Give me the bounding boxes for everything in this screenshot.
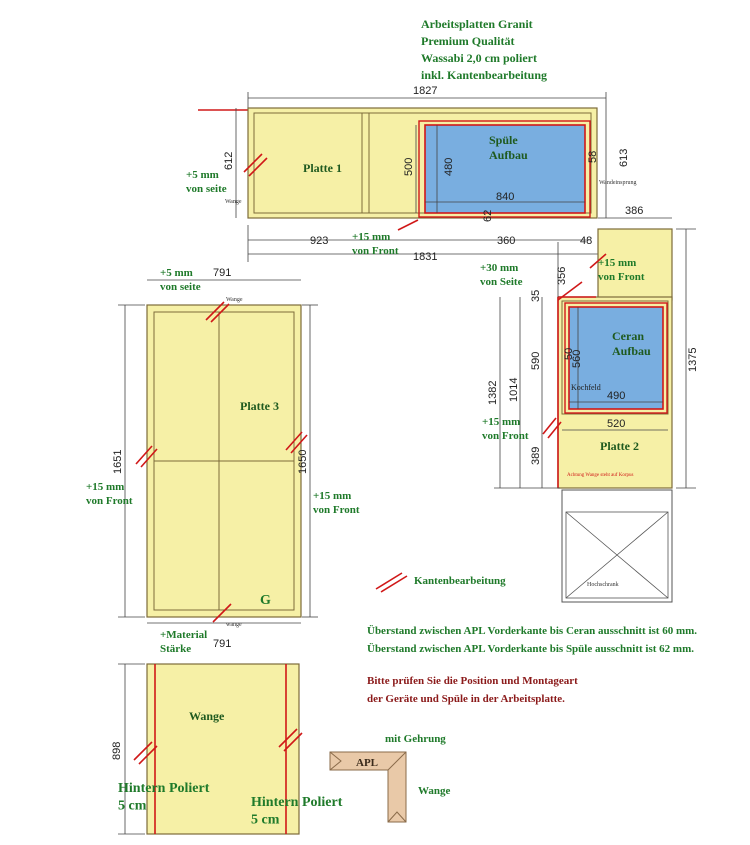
platte1-wange: Wange	[225, 199, 242, 205]
platte1-wandeinsprung: Wandeinsprung	[599, 180, 637, 186]
spuele-label: Spüle Aufbau	[489, 133, 528, 162]
platte2-h-35: 35	[530, 289, 542, 302]
platte2-note-front-top: +15 mm von Front	[598, 257, 645, 283]
platte-1	[186, 85, 637, 263]
platte1-depth-right: 613	[618, 148, 630, 167]
ceran-width: 490	[607, 390, 626, 402]
platte2-achtung: Achtung Wange steht auf Korpus	[567, 473, 634, 478]
platte1-label: Platte 1	[303, 161, 342, 175]
platte3-wange-bottom: wange	[226, 622, 242, 628]
platte2-label: Platte 2	[600, 439, 639, 453]
platte1-left-part: 923	[310, 235, 329, 247]
platte1-depth-left: 612	[223, 151, 235, 170]
platte2-h-389: 389	[530, 446, 542, 465]
cabinet-label: Hochschrank	[587, 582, 619, 588]
platte3-label: Platte 3	[240, 399, 279, 413]
platte3-wange-top: Wange	[226, 297, 243, 303]
legend-check-2: der Geräte und Spüle in der Arbeitsplatte.	[367, 693, 565, 705]
ceran-depth: 560	[571, 349, 583, 368]
platte2-note-side: +30 mm von Seite	[480, 262, 523, 288]
wange-label: Wange	[189, 709, 225, 723]
platte1-small-gap: 48	[580, 235, 593, 247]
platte1-width: 1827	[413, 85, 438, 97]
spuele-width: 840	[496, 191, 515, 203]
platte3-height-right: 1650	[297, 449, 309, 474]
ceran-label: Ceran Aufbau	[612, 329, 651, 358]
spuele-side: 58	[587, 150, 599, 163]
platte3-g: G	[260, 593, 271, 608]
wange-left-note: Hintern Poliert 5 cm	[118, 781, 210, 814]
platte3-note-right: +15 mm von Front	[313, 490, 360, 516]
legend-note-2: Überstand zwischen APL Vorderkante bis Spüle ausschnitt ist 62 mm.	[367, 643, 694, 655]
spuele-right: 62	[482, 209, 494, 222]
header-line-2: Premium Qualität	[421, 34, 515, 48]
platte1-sink-offset: 360	[497, 235, 516, 247]
gehrung-apl: APL	[356, 757, 378, 769]
platte2-width-520: 520	[607, 418, 626, 430]
platte3-note-left: +15 mm von Front	[86, 481, 133, 507]
legend-kantenbearbeitung: Kantenbearbeitung	[414, 575, 506, 587]
wange-height: 898	[111, 741, 123, 760]
legend-note-1: Überstand zwischen APL Vorderkante bis Ceran ausschnitt ist 60 mm.	[367, 625, 698, 637]
gehrung-detail	[330, 733, 451, 822]
platte3-width-top: 791	[213, 267, 232, 279]
platte2-h-1014: 1014	[508, 377, 520, 402]
gehrung-title: mit Gehrung	[385, 733, 446, 745]
platte2-h-356: 356	[556, 266, 568, 285]
header-line-1: Arbeitsplatten Granit	[421, 17, 533, 31]
ceran-kochfeld: Kochfeld	[571, 383, 601, 392]
platte1-note-front: +15 mm von Front	[352, 231, 399, 257]
header-line-3: Wassabi 2,0 cm poliert	[421, 51, 537, 65]
platte2-left-height: 1382	[487, 380, 499, 405]
platte3-note-side: +5 mm von seite	[160, 267, 201, 293]
platte3-width-bottom: 791	[213, 638, 232, 650]
legend-check-1: Bitte prüfen Sie die Position und Montageart	[367, 675, 578, 687]
platte-2	[480, 205, 699, 602]
ceran-side: 50	[563, 347, 575, 360]
platte2-height: 1375	[687, 347, 699, 372]
platte2-h-590: 590	[530, 351, 542, 370]
spuele-outer-depth: 500	[403, 157, 415, 176]
platte3-note-bottom: +Material Stärke	[160, 629, 208, 655]
platte-3	[86, 267, 360, 655]
spuele-depth: 480	[443, 157, 455, 176]
gehrung-wange: Wange	[418, 785, 451, 797]
platte2-top-width: 386	[625, 205, 644, 217]
platte1-front-width: 1831	[413, 251, 438, 263]
platte2-note-front-bottom: +15 mm von Front	[482, 416, 529, 442]
header-line-4: inkl. Kantenbearbeitung	[421, 68, 548, 82]
wange-right-note: Hintern Poliert 5 cm	[251, 795, 343, 828]
platte3-height-left: 1651	[112, 449, 124, 474]
wange-panel	[111, 664, 343, 834]
platte1-note-side: +5 mm von seite	[186, 169, 227, 195]
